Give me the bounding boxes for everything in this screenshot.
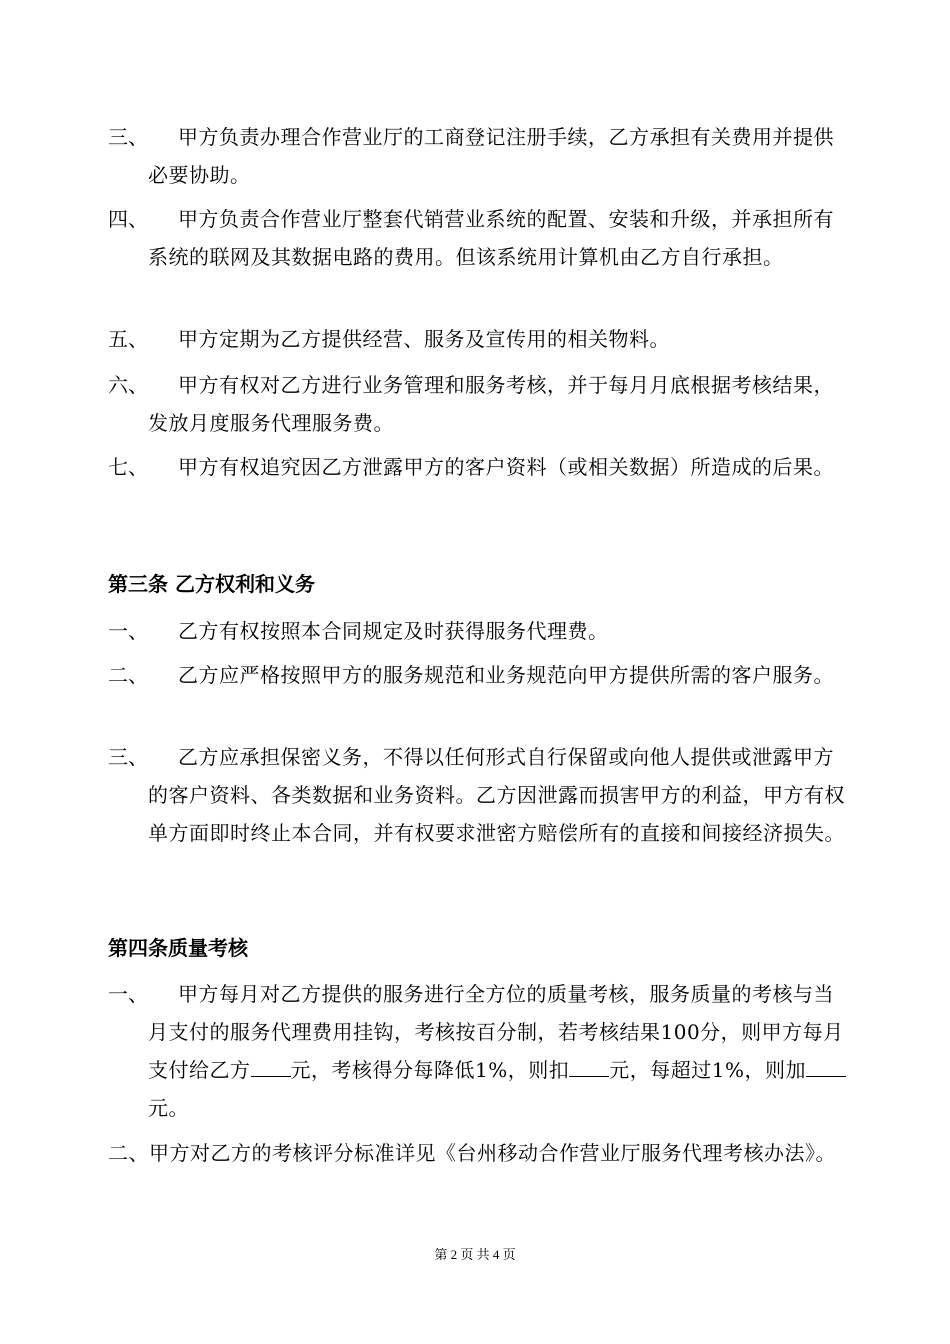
quality-item-2: 二、甲方对乙方的考核评分标准详见《台州移动合作营业厅服务代理考核办法》。	[108, 1141, 836, 1165]
item-text-part-3: 元，每超过1%，则加	[609, 1058, 806, 1082]
item-text: 甲方负责合作营业厅整套代销营业系统的配置、安装和升级，并承担所有系统的联网及其数据电路的费用。但该系统用计算机由乙方自行承担。	[148, 207, 834, 269]
item-number: 六、	[108, 373, 148, 397]
party-a-item-7	[108, 448, 848, 486]
quality-item-1	[108, 975, 848, 1127]
item-text: 甲方负责办理合作营业厅的工商登记注册手续，乙方承担有关费用并提供必要协助。	[148, 125, 834, 187]
item-text	[108, 975, 848, 1127]
party-b-item-2	[108, 656, 848, 694]
item-text: 甲方定期为乙方提供经营、服务及宣传用的相关物料。	[178, 327, 670, 351]
item-text: 乙方有权按照本合同规定及时获得服务代理费。	[178, 619, 609, 643]
amount-blank	[251, 1056, 291, 1077]
item-text: 乙方应承担保密义务，不得以任何形式自行保留或向他人提供或泄露甲方的客户资料、各类数据和业务资料。乙方因泄露而损害甲方的利益，甲方有权单方面即时终止本合同，并有权要求泄密方赔偿所有的直接和间接经济损失。	[148, 745, 845, 845]
bonus-blank	[806, 1056, 846, 1077]
party-b-item-1	[108, 612, 848, 650]
item-number: 三、	[108, 745, 148, 769]
item-number: 二、	[108, 663, 148, 687]
item-number: 四、	[108, 207, 148, 231]
item-number: 三、	[108, 125, 148, 149]
item-number: 一、	[108, 982, 148, 1006]
item-number: 一、	[108, 619, 148, 643]
item-text: 乙方应严格按照甲方的服务规范和业务规范向甲方提供所需的客户服务。	[178, 663, 834, 687]
item-text: 甲方有权追究因乙方泄露甲方的客户资料（或相关数据）所造成的后果。	[178, 455, 834, 479]
item-text: 甲方有权对乙方进行业务管理和服务考核，并于每月月底根据考核结果，发放月度服务代理服务费。	[148, 373, 834, 435]
item-text-part-1: 甲方每月对乙方提供的服务进行全方位的质量考核，服务质量的考核与当月支付的服务代理费用挂钩，考核按百分制，若考核结果100分，则甲方每月支付给乙方	[148, 982, 844, 1082]
party-a-item-3	[108, 118, 848, 194]
party-a-item-6	[108, 366, 848, 442]
item-text-part-4: 元。	[148, 1096, 189, 1120]
item-number: 七、	[108, 455, 148, 479]
item-number: 五、	[108, 327, 148, 351]
page-footer: 第 2 页 共 4 页	[434, 1247, 516, 1262]
item-text-part-2: 元，考核得分每降低1%，则扣	[290, 1058, 570, 1082]
party-a-item-5	[108, 320, 848, 358]
deduction-blank	[569, 1056, 609, 1077]
article-4-heading: 第四条质量考核	[108, 936, 248, 960]
party-a-item-4	[108, 200, 848, 276]
party-b-item-3	[108, 738, 848, 852]
article-3-heading: 第三条 乙方权利和义务	[108, 572, 315, 596]
